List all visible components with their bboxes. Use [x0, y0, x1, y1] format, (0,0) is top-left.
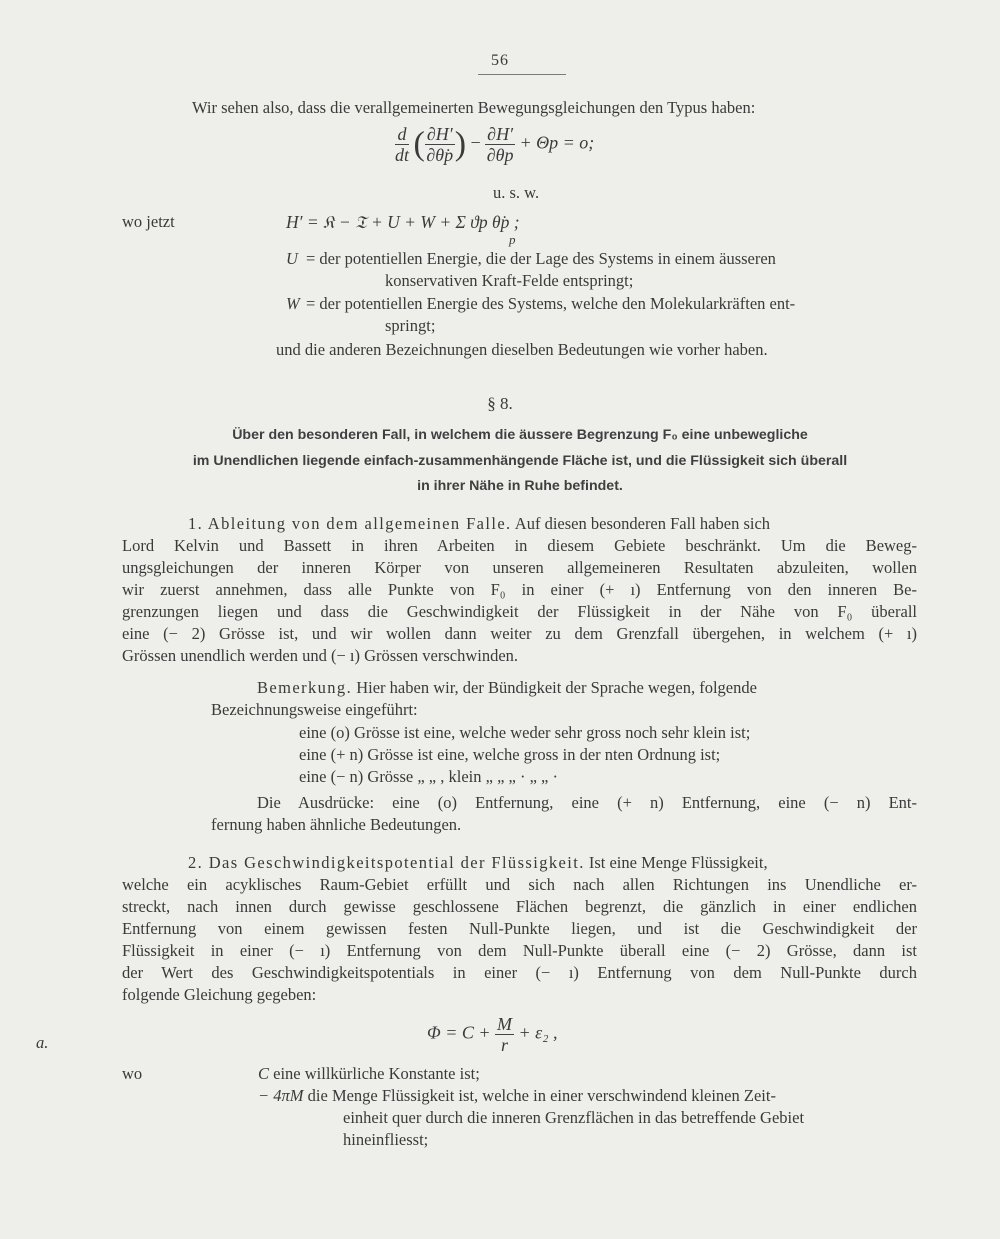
eq1-tail: + Θp = o;	[519, 132, 595, 153]
para2-line4: Entfernung von einem gewissen festen Null-Punkte liegen, und ist die Geschwindigkeit der	[122, 919, 917, 938]
para1-line1	[188, 513, 770, 535]
section-heading-line1: Über den besonderen Fall, in welchem die äussere Begrenzung F₀ eine unbewegliche	[232, 427, 808, 443]
u-symbol: U	[286, 249, 298, 268]
eq1-den1: ∂θ̇p	[426, 145, 454, 165]
m-symbol: − 4πM	[258, 1086, 304, 1105]
para2-subheading: 2. Das Geschwindigkeitspotential der Flüssigkeit.	[188, 853, 585, 872]
m-definition-line2: einheit quer durch die inneren Grenzflächen in das betreffende Gebiet	[343, 1108, 805, 1127]
w-definition-line1: = der potentiellen Energie des Systems, welche den Molekularkräften ent-	[306, 294, 796, 313]
h-prime-sum-index: p	[509, 232, 516, 247]
m-definition-line1	[258, 1085, 776, 1107]
para2-line5: Flüssigkeit in einer (− ı) Entfernung von dem Null-Punkte überall eine (− 2) Grösse, dann ist	[122, 941, 917, 960]
remark-item-1: eine (o) Grösse ist eine, welche weder sehr gross noch sehr klein ist;	[299, 723, 751, 742]
section-heading-line2: im Unendlichen liegende einfach-zusammenhängende Fläche ist, und die Flüssigkeit sich überall	[192, 453, 848, 469]
para2-line1	[188, 852, 768, 874]
eq2-lhs: Φ = C +	[427, 1022, 491, 1043]
section-heading-line3: in ihrer Nähe in Ruhe befindet.	[417, 478, 623, 494]
remark-item-3: eine (− n) Grösse „ „ , klein „ „ „ · „ „ ·	[299, 767, 558, 786]
h-prime-definition: H′ = 𝔎 − 𝔗 + U + W + Σ ϑp θ̇p ;	[286, 212, 520, 232]
w-definition-line2: springt;	[385, 316, 436, 335]
eq1-d: d	[395, 124, 409, 145]
para2-line6: der Wert des Geschwindigkeitspotentials in einer (− ı) Entfernung von dem Null-Punkte durch	[122, 963, 917, 982]
para2-line7: folgende Gleichung gegeben:	[122, 985, 317, 1004]
equation-2	[427, 1014, 558, 1055]
para1-line7: Grössen unendlich werden und (− ı) Grössen verschwinden.	[122, 646, 519, 665]
c-definition	[258, 1063, 480, 1085]
para1-line5: grenzungen liegen und dass die Geschwindigkeit der Flüssigkeit in der Nähe von F₀ überall	[122, 602, 917, 621]
para1-line1-text: Auf diesen besonderen Fall haben sich	[511, 514, 771, 533]
wo-jetzt-label: wo jetzt	[122, 212, 175, 231]
equation-1	[395, 124, 594, 165]
eq2-tail: + ε₂ ,	[518, 1022, 558, 1043]
w-symbol: W	[286, 294, 300, 313]
m-definition-line3: hineinfliesst;	[343, 1130, 429, 1149]
equation-label-a: a.	[36, 1033, 49, 1052]
eq1-den2: ∂θp	[486, 145, 514, 165]
eq2-denominator: r	[501, 1035, 509, 1055]
eq1-close-paren: )	[454, 125, 467, 163]
eq1-open-paren: (	[413, 125, 425, 163]
para1-line6: eine (− 2) Grösse ist, und wir wollen dann weiter zu dem Grenzfall übergehen, in welchem (+ ı)	[122, 624, 917, 643]
remark-line2: Bezeichnungsweise eingeführt:	[211, 700, 418, 719]
para2-line2: welche ein acyklisches Raum-Gebiet erfüllt und sich nach allen Richtungen ins Unendliche er-	[122, 875, 917, 894]
page-number: 56	[491, 52, 509, 69]
remark-line1-text: Hier haben wir, der Bündigkeit der Sprache wegen, folgende	[352, 678, 757, 697]
remark-line4: fernung haben ähnliche Bedeutungen.	[211, 815, 462, 834]
m-definition-text: die Menge Flüssigkeit ist, welche in einer verschwindend kleinen Zeit-	[303, 1086, 776, 1105]
c-symbol: C	[258, 1064, 270, 1083]
wo-label: wo	[122, 1064, 143, 1083]
para1-line3: ungsgleichungen der inneren Körper von unseren allgemeineren Resultaten abzuleiten, wollen	[122, 558, 917, 577]
intro-line: Wir sehen also, dass die verallgemeinerten Bewegungsgleichungen den Typus haben:	[192, 98, 756, 117]
other-definitions-line: und die anderen Bezeichnungen dieselben Bedeutungen wie vorher haben.	[276, 340, 768, 359]
eq2-numerator: M	[497, 1014, 513, 1034]
c-definition-text: eine willkürliche Konstante ist;	[269, 1064, 480, 1083]
para1-subheading: 1. Ableitung von dem allgemeinen Falle.	[188, 514, 512, 533]
u-definition-line1: = der potentiellen Energie, die der Lage des Systems in einem äusseren	[306, 249, 776, 268]
remark-line3: Die Ausdrücke: eine (o) Entfernung, eine (+ n) Entfernung, eine (− n) Ent-	[257, 793, 917, 812]
usw-label: u. s. w.	[493, 183, 540, 202]
eq1-dt: dt	[395, 145, 410, 165]
eq1-minus: −	[470, 132, 481, 153]
page-number-rule	[478, 74, 566, 75]
para2-line1-text: Ist eine Menge Flüssigkeit,	[584, 853, 768, 872]
section-number: § 8.	[487, 394, 513, 413]
eq1-num1: ∂H′	[426, 124, 453, 144]
para1-line4: wir zuerst annehmen, dass alle Punkte von F₀ in einer (+ ı) Entfernung von den inneren Be-	[122, 580, 917, 599]
u-definition-line2: konservativen Kraft-Felde entspringt;	[385, 271, 634, 290]
remark-lead: Bemerkung.	[257, 678, 353, 697]
para2-line3: streckt, nach innen durch gewisse geschlossene Flächen begrenzt, die gänzlich in einer endlichen	[122, 897, 917, 916]
remark-item-2: eine (+ n) Grösse ist eine, welche gross in der nten Ordnung ist;	[299, 745, 721, 764]
remark-line1	[257, 677, 757, 699]
para1-line2: Lord Kelvin und Bassett in ihren Arbeiten in diesem Gebiete beschränkt. Um die Beweg-	[122, 536, 917, 555]
eq1-num2: ∂H′	[487, 124, 514, 144]
